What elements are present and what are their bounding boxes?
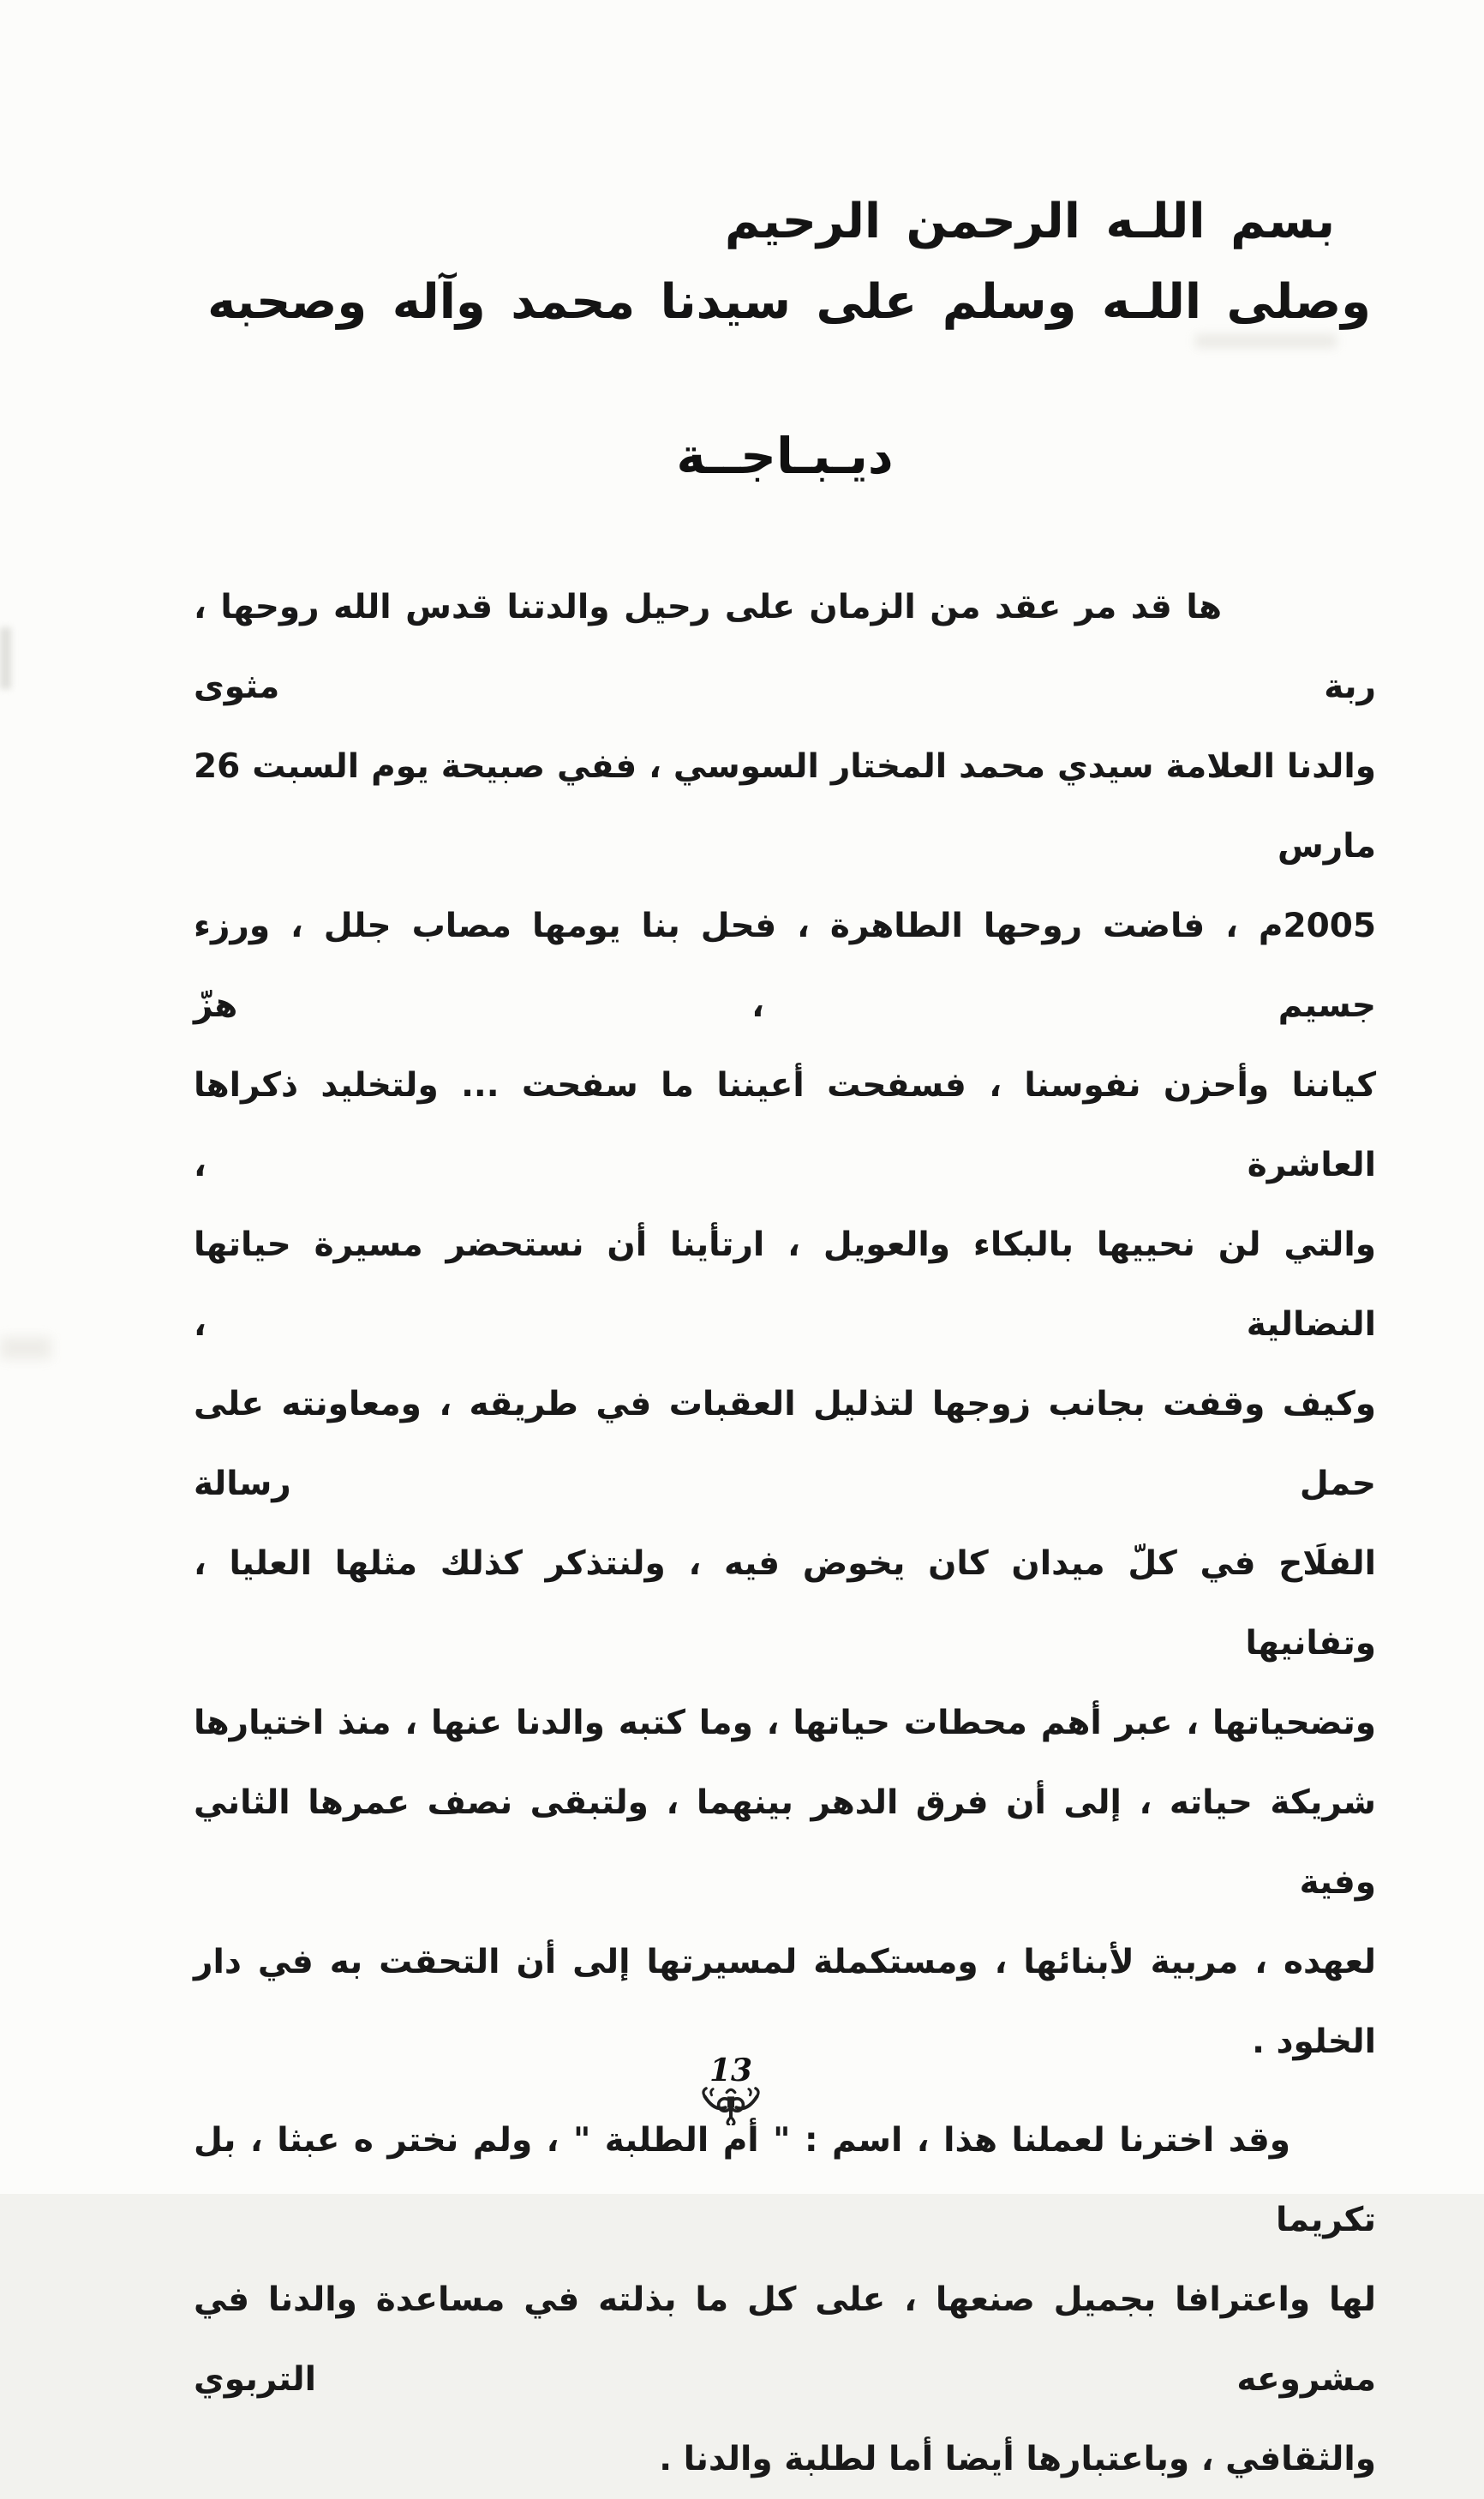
body-text-block [194, 567, 1376, 2499]
paragraph-line: والثقافي ، وباعتبارها أيضا أما لطلبة والدنا . [659, 2440, 1376, 2478]
paragraph-1 [194, 567, 1376, 2082]
paragraph-line: والتي لن نحييها بالبكاء والعويل ، ارتأينا أن نستحضر مسيرة حياتها النضالية ، [194, 1226, 1376, 1344]
paragraph-line: ها قد مر عقد من الزمان على رحيل والدتنا قدس الله روحها ، ربة مثوى [194, 588, 1376, 706]
paragraph-line: لعهده ، مربية لأبنائها ، ومستكملة لمسيرتها إلى أن التحقت به في دار الخلود . [194, 1943, 1376, 2061]
fleuron-ornament-icon [697, 2084, 765, 2129]
page-title: ديـبـاجــة [676, 427, 894, 485]
paragraph-line: 2005م ، فاضت روحها الطاهرة ، فحل بنا يومها مصاب جلل ، ورزء جسيم ، هزّ [194, 907, 1376, 1025]
salawat-line: وصلى اللـه وسلم على سيدنا محمد وآله وصحبه [207, 274, 1371, 330]
paragraph-line: شريكة حياته ، إلى أن فرق الدهر بينهما ، ولتبقى نصف عمرها الثاني وفية [194, 1783, 1376, 1902]
page-number: 13 [709, 2053, 753, 2088]
scan-artifact-mid-left [0, 1337, 51, 1359]
paragraph-line: وقد اخترنا لعملنا هذا ، اسم : " أم الطلبة " ، ولم نختر ه عبثا ، بل تكريما [194, 2121, 1376, 2239]
paragraph-line: كياننا وأحزن نفوسنا ، فسفحت أعيننا ما سفحت ... ولتخليد ذكراها العاشرة ، [194, 1066, 1376, 1184]
paragraph-line: لها واعترافا بجميل صنعها ، على كل ما بذلته في مساعدة والدنا في مشروعه التربوي [194, 2280, 1376, 2399]
paragraph-line: والدنا العلامة سيدي محمد المختار السوسي ، ففي صبيحة يوم السبت 26 مارس [194, 747, 1376, 866]
scan-artifact-left [0, 627, 11, 689]
paragraph-2 [194, 2100, 1376, 2499]
paragraph-line: وكيف وقفت بجانب زوجها لتذليل العقبات في طريقه ، ومعاونته على حمل رسالة [194, 1385, 1376, 1503]
page-footer [0, 2053, 1462, 2129]
invocation-header [207, 182, 1371, 343]
paragraph-line: الفلَاح في كلّ ميدان كان يخوض فيه ، ولنتذكر كذلك مثلها العليا ، وتفانيها [194, 1544, 1376, 1663]
paragraph-line: وتضحياتها ، عبر أهم محطات حياتها ، وما كتبه والدنا عنها ، منذ اختيارها [194, 1704, 1376, 1742]
basmala-line: بسم اللـه الرحمن الرحيم [724, 194, 1335, 249]
